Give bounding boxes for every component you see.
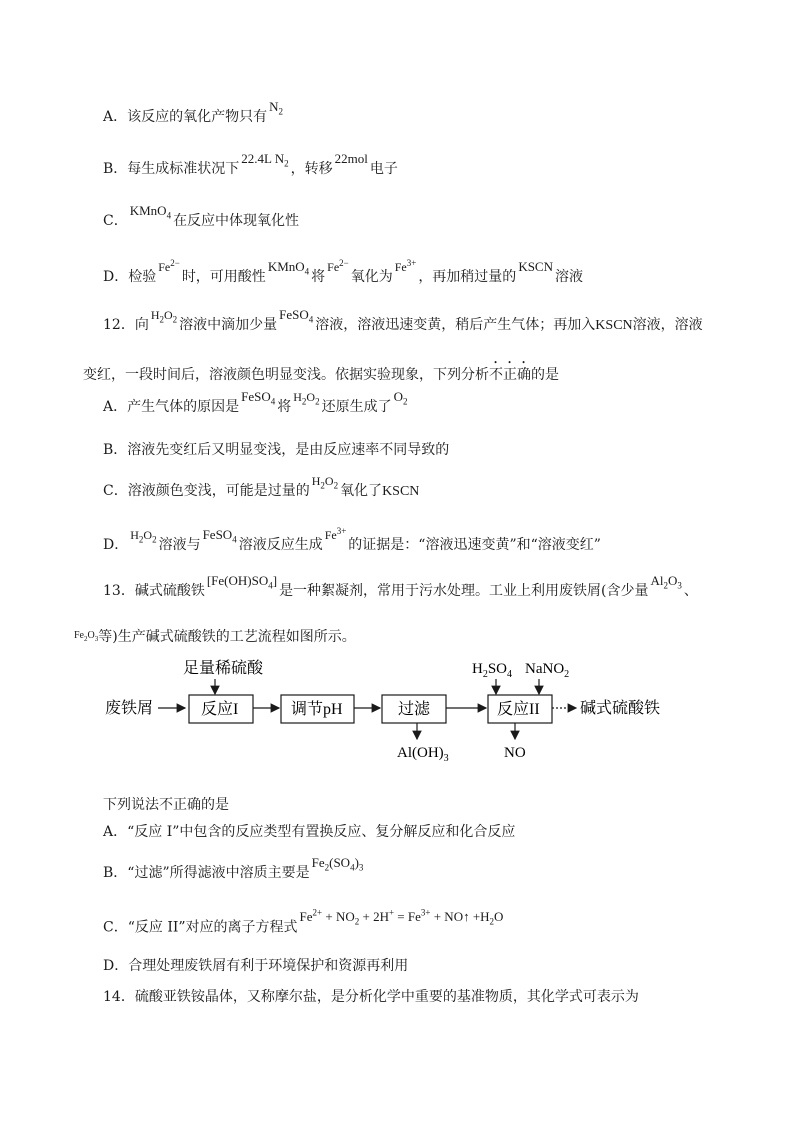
kmno4-formula: KMnO$_4$: [129, 203, 172, 221]
flow-product-label: 碱式硫酸铁: [580, 700, 661, 717]
q12-option-a: A．产生气体的原因是FeSO$_4$ 将$H_2O_2$ 还原生成了$O_2$: [103, 389, 408, 415]
svg-text:反应I: 反应I: [201, 701, 239, 718]
flow-reagent-acid: 足量稀硫酸: [183, 660, 264, 677]
flow-output-no: NO: [504, 745, 526, 761]
q12-option-d: D．$H_2O_2$ 溶液与FeSO$_4$ 溶液反应生成$Fe^{3+}$的证据是：“溶液迅速变黄”和“溶液变红”: [103, 526, 601, 553]
q13-option-c: C．“反应 II”对应的离子方程式$Fe^{2+} + NO_2 + 2H^+ = Fe^{3+}$ + NO↑ $+H_2O$: [103, 908, 504, 936]
q12-option-c: C．溶液颜色变浅，可能是过量的$H_2O_2$ 氧化了KSCN: [103, 474, 420, 499]
q11-option-b: B．每生成标准状况下22.4L $N_2$ ，转移22mol电子: [103, 151, 398, 177]
flow-output-aloh3: $Al(OH)_3$: [397, 745, 449, 764]
volume-formula: 22.4L $N_2$: [241, 151, 289, 169]
q13-question: 下列说法不正确的是: [103, 797, 229, 813]
flow-reagent-nano2: NaNO$_2$: [525, 661, 570, 680]
q13-stem-line1: 13．碱式硫酸铁$[Fe(OH)SO_4]$是一种絮凝剂，常用于污水处理。工业上利用废铁屑(含少量$Al_2O_3$ 、: [103, 573, 698, 599]
q11-option-c: C．KMnO$_4$ 在反应中体现氧化性: [103, 203, 300, 229]
q13-stem-line2: $^{Fe_2O_3}$等)生产碱式硫酸铁的工艺流程如图所示。: [74, 629, 356, 645]
flow-input-label: 废铁屑: [105, 700, 154, 717]
q11-option-d: D．检验$Fe^{2-}$时，可用酸性KMnO$_4$ 将$Fe^{2-}$氧化为$Fe^{3+}$，再加稍过量的KSCN溶液: [103, 258, 583, 285]
process-flow-diagram: [0, 650, 800, 770]
q14-stem: 14．硫酸亚铁铵晶体，又称摩尔盐，是分析化学中重要的基准物质，其化学式可表示为: [103, 989, 639, 1005]
svg-text:过滤: 过滤: [398, 701, 431, 718]
q12-stem-line1: 12．向$H_2O_2$ 溶液中滴加少量FeSO$_4$ 溶液，溶液迅速变黄，稍后产生气体；再加入KSCN溶液，溶液: [103, 307, 703, 333]
mol-value: 22mol: [334, 151, 368, 166]
q13-option-a: A．“反应 I”中包含的反应类型有置换反应、复分解反应和化合反应: [103, 824, 516, 840]
q11-option-a: A．该反应的氧化产物只有$N_2$: [103, 99, 284, 125]
ionic-equation: $Fe^{2+} + NO_2 + 2H^+ = Fe^{3+}$ + NO↑ $+H_2O$: [299, 908, 504, 927]
flow-reagent-h2so4: $H_2SO_4$: [472, 661, 513, 680]
q13-option-b: B．“过滤”所得滤液中溶质主要是$Fe_2(SO_4)_3$: [103, 855, 364, 881]
n2-formula: $N_2$: [269, 99, 284, 117]
q13-option-d: D．合理处理废铁屑有利于环境保护和资源再利用: [103, 958, 409, 974]
svg-text:反应II: 反应II: [497, 701, 540, 718]
svg-text:调节pH: 调节pH: [291, 701, 343, 718]
q12-stem-line2: 变红，一段时间后，溶液颜色明显变浅。依据实验现象，下列分析不正确的是: [83, 367, 559, 383]
fe2so43-formula: $Fe_2(SO_4)_3$: [311, 855, 364, 873]
q12-option-b: B．溶液先变红后又明显变浅，是由反应速率不同导致的: [103, 442, 450, 458]
